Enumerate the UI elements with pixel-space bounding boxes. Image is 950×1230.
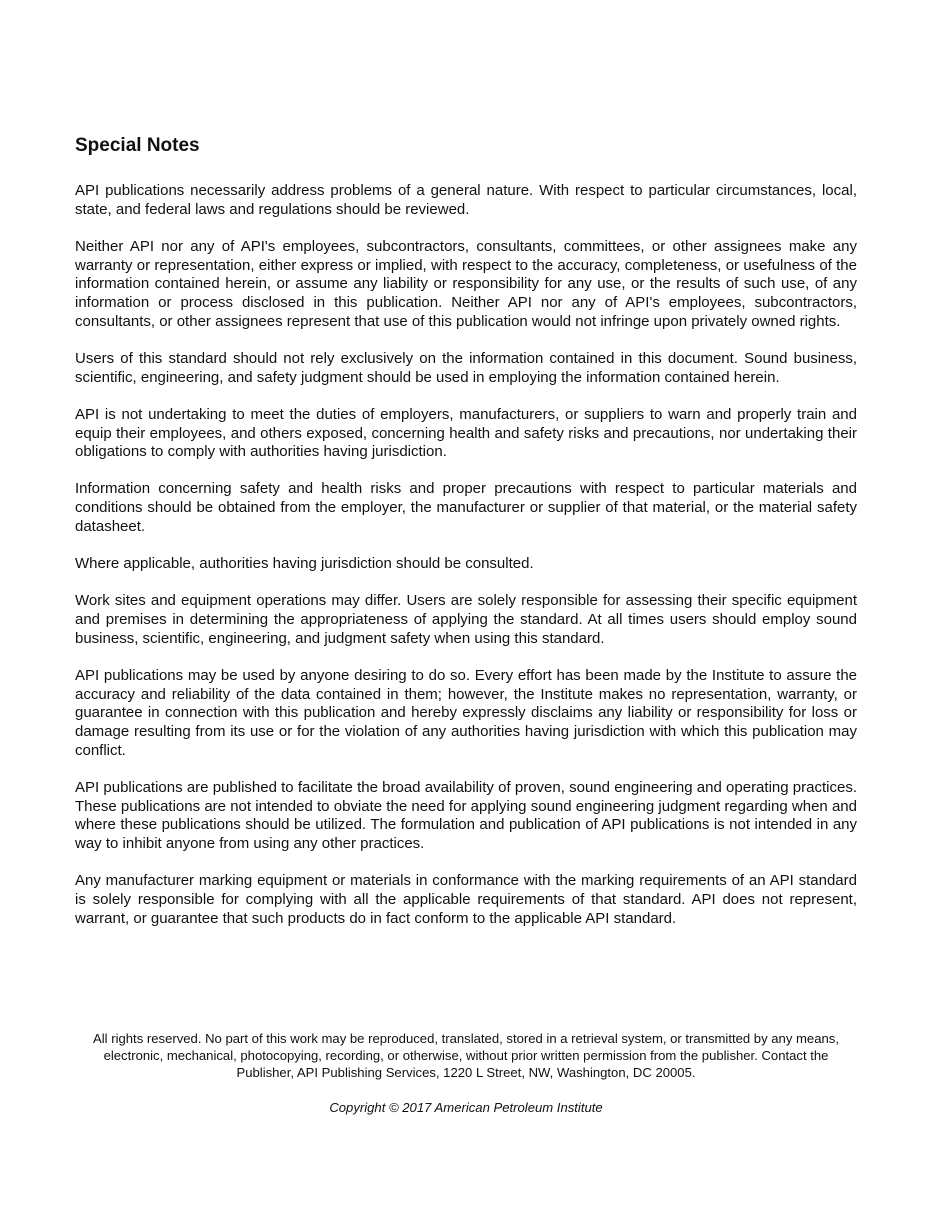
rights-notice: All rights reserved. No part of this work may be reproduced, translated, stored in a retrieval system, or transmitted by any means, electronic, mechanical, photocopying, recording, or otherwise, without prior written permission from the publisher. Contact the Publisher, API Publishing Services, 1220 L Street, NW, Washington, DC 20005. (93, 1031, 839, 1081)
paragraph-general-nature: API publications necessarily address problems of a general nature. With respect to particular circumstances, local, state, and federal laws and regulations should be reviewed. (75, 182, 857, 218)
paragraph-safety-information: Information concerning safety and health risks and proper precautions with respect to particular materials and conditions should be obtained from the employer, the manufacturer or supplier of that material, or the material safety datasheet. (75, 480, 857, 535)
paragraph-purpose: API publications are published to facilitate the broad availability of proven, sound engineering and operating practices. These publications are not intended to obviate the need for applying sound engineering judgment regarding when and where these publications should be utilized. The formulation and publication of API publications is not intended in any way to inhibit anyone from using any other practices. (75, 778, 857, 852)
paragraph-authorities: Where applicable, authorities having jurisdiction should be consulted. (75, 555, 534, 573)
copyright-notice: Copyright © 2017 American Petroleum Institute (329, 1099, 603, 1115)
paragraph-work-sites: Work sites and equipment operations may differ. Users are solely responsible for assessing their specific equipment and premises in determining the appropriateness of applying the standard. At all times users should employ sound business, scientific, engineering, and judgment safety when using this standard. (75, 592, 857, 647)
paragraph-no-warranty: Neither API nor any of API's employees, subcontractors, consultants, committees, or other assignees make any warranty or representation, either express or implied, with respect to the accuracy, completeness, or usefulness of the information contained herein, or assume any liability or responsibility for any use, or the results of such use, of any information or process disclosed in this publication. Neither API nor any of API's employees, subcontractors, consultants, or other assignees represent that use of this publication would not infringe upon privately owned rights. (75, 237, 857, 330)
special-notes-body (75, 182, 857, 947)
paragraph-employer-duties: API is not undertaking to meet the duties of employers, manufacturers, or suppliers to warn and properly train and equip their employees, and others exposed, concerning health and safety risks and precautions, nor undertaking their obligations to comply with authorities having jurisdiction. (75, 405, 857, 461)
page-footer (75, 1030, 857, 1116)
paragraph-manufacturer-marking: Any manufacturer marking equipment or materials in conformance with the marking requirements of an API standard is solely responsible for complying with all the applicable requirements of that standard. API does not represent, warrant, or guarantee that such products do in fact conform to the applicable API standard. (75, 872, 857, 927)
paragraph-user-judgment: Users of this standard should not rely exclusively on the information contained in this document. Sound business, scientific, engineering, and safety judgment should be used in employing the information contained herein. (75, 349, 857, 386)
page-title: Special Notes (75, 135, 200, 156)
paragraph-disclaimer: API publications may be used by anyone desiring to do so. Every effort has been made by the Institute to assure the accuracy and reliability of the data contained in them; however, the Institute makes no representation, warranty, or guarantee in connection with this publication and hereby expressly disclaims any liability or responsibility for loss or damage resulting from its use or for the violation of any authorities having jurisdiction with which this publication may conflict. (75, 666, 857, 759)
